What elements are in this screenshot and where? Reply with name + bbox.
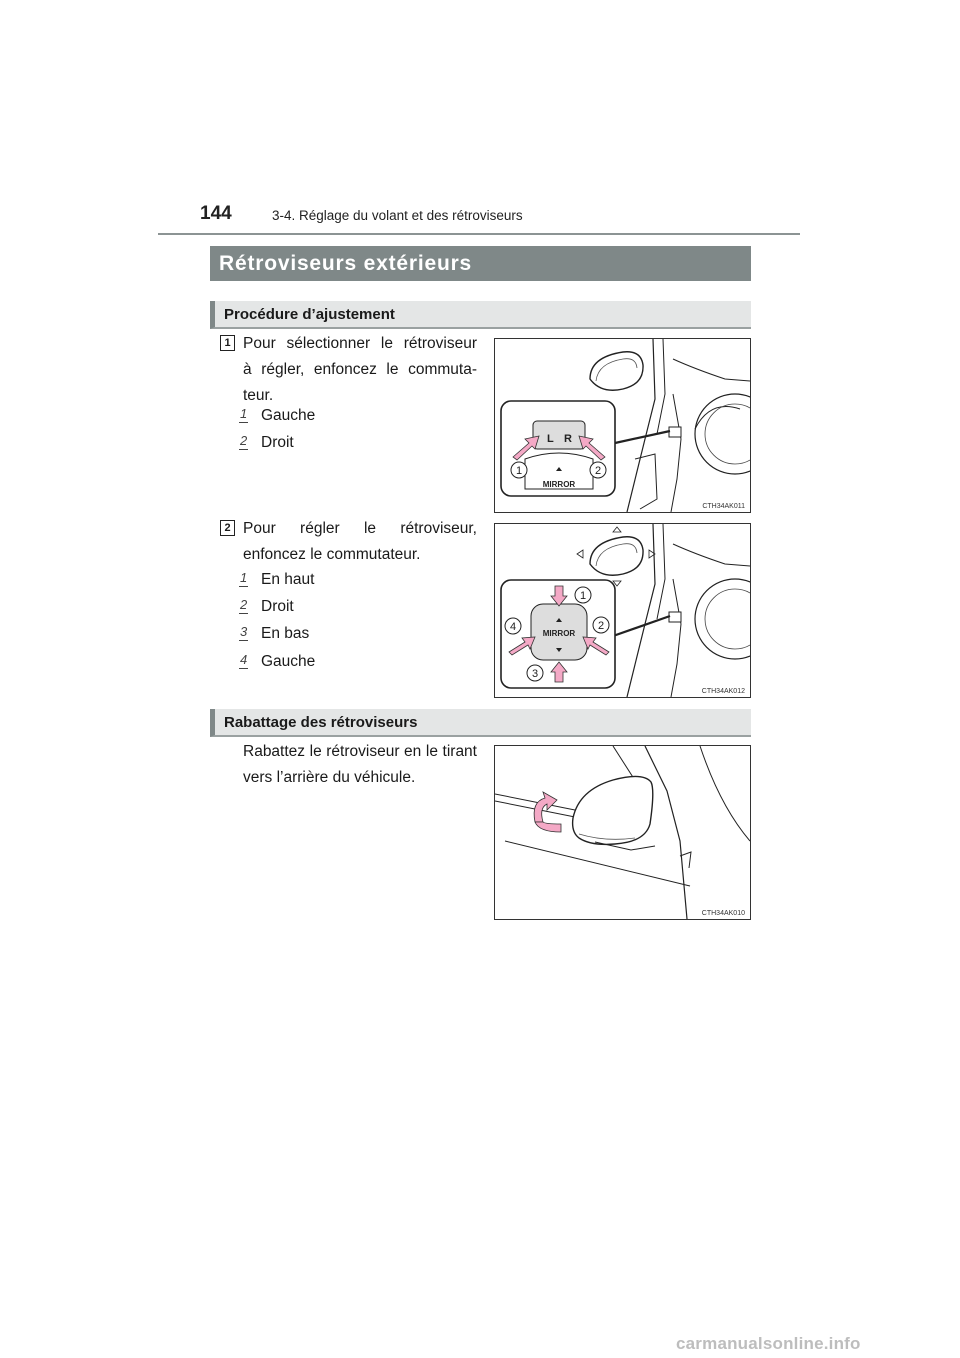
- step-2-text: [243, 516, 477, 568]
- callout-2: 2: [594, 465, 602, 477]
- running-head: 3-4. Réglage du volant et des rétroviseurs: [272, 208, 523, 223]
- side-mirror-icon: [573, 776, 653, 844]
- watermark: carmanualsonline.info: [676, 1334, 861, 1353]
- folding-text: [243, 739, 477, 791]
- text-line: à régler, enfoncez le commuta-: [243, 361, 477, 378]
- switch-right-label: R: [564, 433, 572, 445]
- callout-1: 1: [515, 465, 523, 477]
- figure-mirror-fold: [494, 745, 751, 920]
- mirror-label: MIRROR: [542, 629, 576, 638]
- item-number: 2: [240, 597, 248, 612]
- step-badge-1: 1: [220, 335, 235, 351]
- switch-left-label: L: [547, 433, 554, 445]
- text-line: teur.: [243, 387, 274, 404]
- mirror-select-illustration: [495, 339, 750, 512]
- text-line: Pour sélectionner le rétroviseur: [243, 335, 477, 352]
- figure-code: CTH34AK010: [701, 910, 745, 917]
- figure-mirror-adjust: [494, 523, 751, 698]
- callout-3: 3: [531, 668, 539, 680]
- callout-1: 1: [579, 590, 587, 602]
- mirror-fold-illustration: [495, 746, 750, 919]
- item-label: En bas: [261, 625, 310, 642]
- item-number: 4: [240, 652, 248, 667]
- item-number: 2: [240, 433, 248, 448]
- step-badge-2: 2: [220, 520, 235, 536]
- folding-heading: Rabattage des rétroviseurs: [210, 709, 751, 737]
- figure-code: CTH34AK012: [701, 688, 745, 695]
- side-mirror-icon: [590, 537, 643, 575]
- text-line: vers l’arrière du véhicule.: [243, 769, 416, 786]
- item-label: En haut: [261, 571, 315, 588]
- text-line: Pour régler le rétroviseur,: [243, 520, 477, 537]
- callout-2: 2: [597, 620, 605, 632]
- callout-4: 4: [509, 621, 517, 633]
- page-number: 144: [200, 203, 232, 224]
- mirror-adjust-illustration: [495, 524, 750, 697]
- mirror-label: MIRROR: [542, 480, 576, 489]
- item-label: Droit: [261, 598, 294, 615]
- item-label: Gauche: [261, 653, 316, 670]
- text-line: Rabattez le rétroviseur en le tirant: [243, 743, 477, 760]
- item-number: 1: [240, 406, 248, 421]
- step-1-text: [243, 331, 477, 409]
- item-label: Droit: [261, 434, 294, 451]
- text-line: enfoncez le commutateur.: [243, 546, 421, 563]
- side-mirror-icon: [590, 352, 643, 390]
- figure-code: CTH34AK011: [702, 503, 745, 510]
- item-label: Gauche: [261, 407, 316, 424]
- section-title: Rétroviseurs extérieurs: [210, 246, 751, 281]
- fold-arrow-icon: [534, 792, 557, 822]
- procedure-heading: Procédure d’ajustement: [210, 301, 751, 329]
- figure-mirror-select: [494, 338, 751, 513]
- item-number: 3: [240, 624, 248, 639]
- item-number: 1: [240, 570, 248, 585]
- header-rule: [158, 233, 800, 235]
